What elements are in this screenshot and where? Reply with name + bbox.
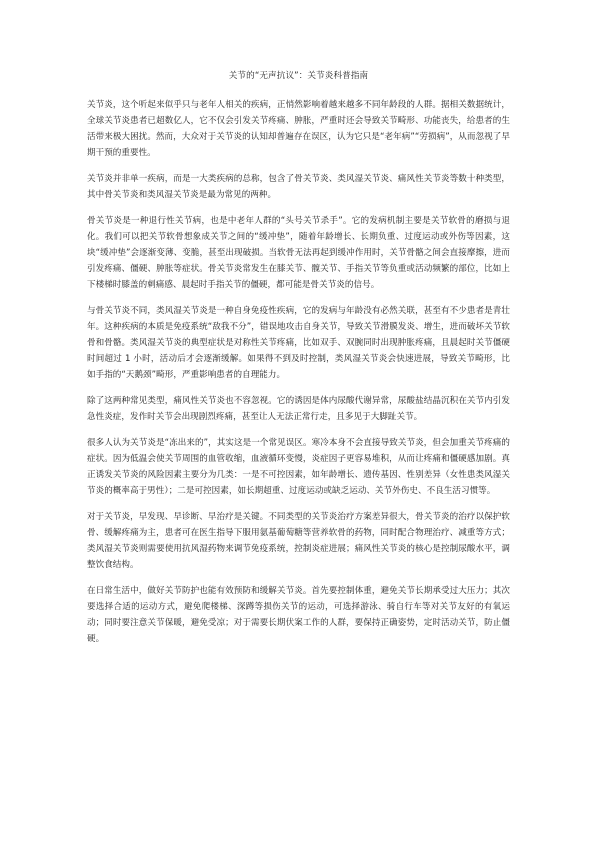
document-title: 关节的“无声抗议”：关节炎科普指南	[228, 71, 369, 81]
paragraph-intro: 关节炎，这个听起来似乎只与老年人相关的疾病，正悄然影响着越来越多不同年龄段的人群。据相关数据统计，全球关节炎患者已超数亿人，它不仅会引发关节疼痛、肿胀，严重时还会导致关节畸形、功能丧失，给患者的生活带来极大困扰。然而，大众对于关节炎的认知却普遍存在误区，认为它只是“老年病”“劳损病”，从而忽视了早期干预的重要性。	[87, 100, 510, 158]
paragraph-rheumatoid-arthritis: 与骨关节炎不同，类风湿关节炎是一种自身免疫性疾病，它的发病与年龄没有必然关联，甚至有不少患者是青壮年。这种疾病的本质是免疫系统“敌我不分”，错误地攻击自身关节，导致关节滑膜发炎、增生，进而破坏关节软骨和骨骼。类风湿关节炎的典型症状是对称性关节疼痛，比如双手、双腕同时出现肿胀疼痛，且晨起时关节僵硬时间超过 1 小时，活动后才会逐渐缓解。如果得不到及时控制，类风湿关节炎会快速进展，导致关节畸形，比如手指的“天鹅颈”畸形，严重影响患者的自理能力。	[87, 306, 510, 380]
paragraph-treatment: 对于关节炎，早发现、早诊断、早治疗是关键。不同类型的关节炎治疗方案差异很大，骨关节炎的治疗以保护软骨、缓解疼痛为主，患者可在医生指导下服用氨基葡萄糖等营养软骨的药物，同时配合物理治疗、减重等方式；类风湿关节炎则需要使用抗风湿药物来调节免疫系统，控制炎症进展；痛风性关节炎的核心是控制尿酸水平，调整饮食结构。	[87, 512, 510, 570]
paragraph-types-overview: 关节炎并非单一疾病，而是一大类疾病的总称，包含了骨关节炎、类风湿关节炎、痛风性关节炎等数十种类型，其中骨关节炎和类风湿关节炎是最为常见的两种。	[87, 174, 510, 200]
paragraph-osteoarthritis: 骨关节炎是一种退行性关节病，也是中老年人群的“头号关节杀手”。它的发病机制主要是关节软骨的磨损与退化。我们可以把关节软骨想象成关节之间的“缓冲垫”，随着年龄增长、长期负重、过度运动或外伤等因素，这块“缓冲垫”会逐渐变薄、变脆，甚至出现破损。当软骨无法再起到缓冲作用时，关节骨骼之间会直接摩擦，进而引发疼痛、僵硬、肿胀等症状。骨关节炎常发生在膝关节、髋关节、手指关节等负重或活动频繁的部位，比如上下楼梯时膝盖的刺痛感、晨起时手指关节的僵硬，都可能是骨关节炎的信号。	[87, 216, 510, 290]
paragraph-prevention: 在日常生活中，做好关节防护也能有效预防和缓解关节炎。首先要控制体重，避免关节长期承受过大压力；其次要选择合适的运动方式，避免爬楼梯、深蹲等损伤关节的运动，可选择游泳、骑自行车等对关节友好的有氧运动；同时要注意关节保暖，避免受凉；对于需要长期伏案工作的人群，要保持正确姿势，定时活动关节，防止僵硬。	[87, 586, 510, 644]
paragraph-gout: 除了这两种常见类型，痛风性关节炎也不容忽视。它的诱因是体内尿酸代谢异常，尿酸盐结晶沉积在关节内引发急性炎症，发作时关节会出现剧烈疼痛，甚至让人无法正常行走，且多见于大脚趾关节。	[87, 396, 510, 422]
paragraph-risk-factors: 很多人认为关节炎是“冻出来的”，其实这是一个常见误区。寒冷本身不会直接导致关节炎，但会加重关节疼痛的症状。因为低温会使关节周围的血管收缩，血液循环变慢，炎症因子更容易堆积，从而让疼痛和僵硬感加剧。真正诱发关节炎的风险因素主要分为几类：一是不可控因素，如年龄增长、遗传基因、性别差异（女性患类风湿关节炎的概率高于男性）；二是可控因素，如长期超重、过度运动或缺乏运动、关节外伤史、不良生活习惯等。	[87, 438, 510, 496]
